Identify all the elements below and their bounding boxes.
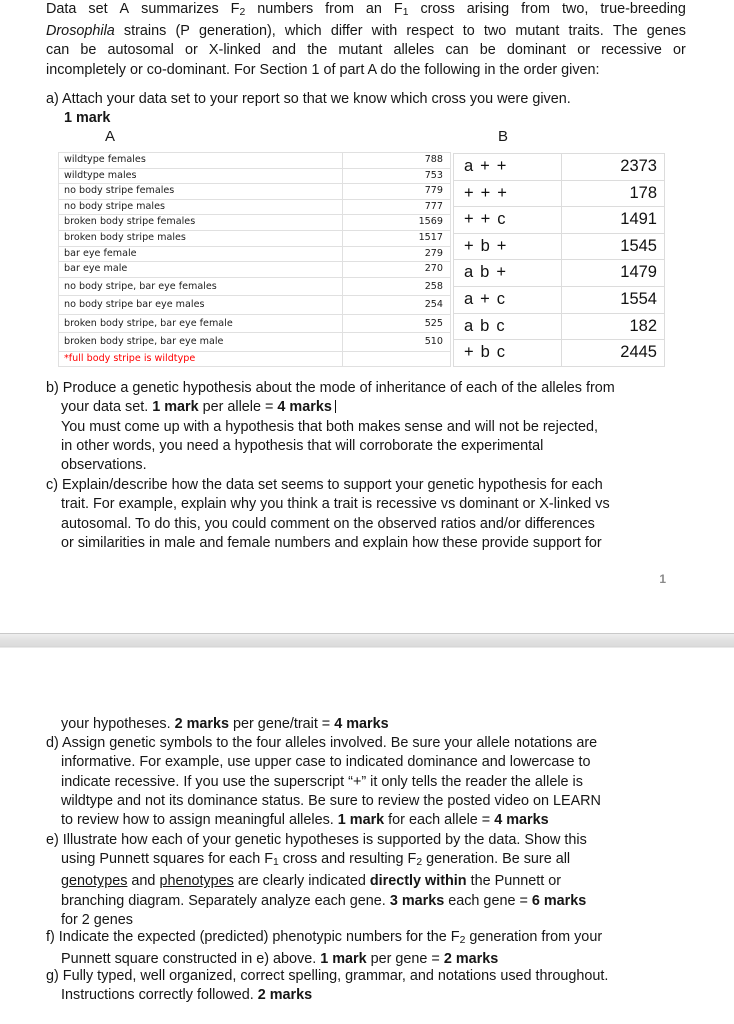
row-value: 1491 [562, 207, 665, 234]
row-label: + b c [454, 340, 562, 367]
item-g-line-1: g) Fully typed, well organized, correct spelling, grammar, and notations used throughout. [46, 968, 609, 984]
row-value: 1554 [562, 286, 665, 313]
item-c-continued [46, 715, 694, 734]
table-row [454, 233, 665, 260]
table-a-label: A [105, 128, 116, 145]
item-e-line-3-post: the Punnett or [466, 873, 562, 890]
item-d-line-1: d) Assign genetic symbols to the four alleles involved. Be sure your allele notations are [46, 735, 598, 751]
item-c-line-2: trait. For example, explain why you think a trait is recessive vs dominant or X-linked vs [61, 496, 610, 513]
f1-subscript: 1 [273, 857, 279, 869]
item-c-line-3: autosomal. To do this, you could comment on the observed ratios and/or differences [61, 515, 595, 532]
data-set-table-a [58, 152, 451, 367]
item-f-mark-2: 2 marks [443, 951, 499, 968]
table-row [59, 168, 451, 184]
table-a-footnote: *full body stripe is wildtype [59, 351, 343, 367]
table-row [454, 286, 665, 313]
row-value: 788 [343, 153, 451, 169]
item-d-line-5 [46, 811, 694, 830]
row-label: no body stripe males [59, 199, 343, 215]
item-c-line-5-pre: your hypotheses. [61, 716, 175, 732]
f2-subscript: 2 [459, 934, 466, 946]
table-row [59, 277, 451, 296]
row-value: 270 [343, 262, 451, 278]
row-label: + + + [454, 180, 562, 207]
item-b-line-2 [46, 398, 694, 417]
row-label: wildtype males [59, 168, 343, 184]
document-page-2 [0, 650, 734, 1024]
item-b-line-1: b) Produce a genetic hypothesis about the mode of inheritance of each of the alleles from [46, 380, 615, 396]
intro-line-1: Data set A summarizes $F_2$ numbers from an $F_1$ cross arising from two, true-breeding [46, 1, 686, 18]
text-cursor [335, 400, 336, 413]
table-row [59, 262, 451, 278]
table-row [59, 230, 451, 246]
table-row [59, 314, 451, 333]
item-f-line-1-pre: f) Indicate the expected (predicted) phenotypic numbers for the F [46, 929, 460, 945]
item-e-mark-1: 3 marks [389, 892, 445, 909]
table-b-label: B [498, 128, 509, 145]
item-c-line-1: c) Explain/describe how the data set seems to support your genetic hypothesis for each [46, 477, 603, 493]
item-f-line-1 [46, 928, 694, 950]
row-value: 525 [343, 314, 451, 333]
table-row [454, 313, 665, 340]
row-value: 777 [343, 199, 451, 215]
row-label: broken body stripe males [59, 230, 343, 246]
item-e-line-5: for 2 genes [61, 912, 134, 929]
table-footnote-row [59, 351, 451, 367]
row-value: 258 [343, 277, 451, 296]
item-g-line-2 [46, 986, 694, 1005]
phenotypes-underlined: phenotypes [159, 873, 234, 890]
intro-paragraph [46, 0, 686, 80]
item-d-mark-1: 1 mark [337, 812, 385, 829]
item-d-line-5-pre: to review how to assign meaningful alleles. [61, 812, 338, 829]
item-d-line-2: informative. For example, use upper case to indicated dominance and lowercase to [61, 754, 591, 771]
row-value: 1545 [562, 233, 665, 260]
item-g-mark: 2 marks [257, 987, 313, 1004]
table-row [59, 246, 451, 262]
row-label: a b c [454, 313, 562, 340]
data-set-table-b [453, 153, 665, 367]
row-label: broken body stripe, bar eye female [59, 314, 343, 333]
item-d-line-4: wildtype and not its dominance status. Be sure to review the posted video on LEARN [61, 792, 601, 809]
item-c-line-4: or similarities in male and female numbers and explain how these provide support for [61, 534, 602, 551]
table-row [59, 153, 451, 169]
table-row [454, 340, 665, 367]
item-b-mark-1: 1 mark [152, 399, 199, 416]
table-row [454, 154, 665, 181]
item-g [46, 967, 694, 1006]
row-label: a b + [454, 260, 562, 287]
item-e-line-3-mid-2: are clearly indicated [233, 873, 370, 890]
intro-line-3: can be autosomal or X-linked and the mutant alleles can be dominant or recessive or [46, 42, 686, 59]
item-b-line-2-mid: per allele = [198, 399, 278, 416]
item-g-line-2-pre: Instructions correctly followed. [61, 987, 258, 1004]
item-e-line-1: e) Illustrate how each of your genetic hypotheses is supported by the data. Show this [46, 832, 587, 848]
item-d-line-3: indicate recessive. If you use the superscript “+” it only tells the reader the allele is [61, 773, 583, 790]
item-e-line-4-pre: branching diagram. Separately analyze each gene. [61, 892, 390, 909]
table-row [454, 207, 665, 234]
item-e-line-3 [46, 872, 694, 891]
item-d-mark-2: 4 marks [494, 812, 549, 829]
item-f-mark-1: 1 mark [320, 951, 367, 968]
row-label: a + c [454, 286, 562, 313]
table-row [59, 215, 451, 231]
row-value: 779 [343, 184, 451, 200]
item-e-line-4-mid: each gene = [444, 892, 532, 909]
row-value: 2373 [562, 154, 665, 181]
item-b [46, 379, 694, 475]
item-b-mark-2: 4 marks [277, 399, 332, 416]
row-value: 753 [343, 168, 451, 184]
item-e-mark-2: 6 marks [531, 892, 587, 909]
item-b-line-5: observations. [61, 457, 147, 474]
item-f-line-2-pre: Punnett square constructed in e) above. [61, 951, 321, 968]
item-e-line-3-mid-1: and [127, 873, 160, 890]
f2-subscript: 2 [416, 857, 423, 869]
row-label: no body stripe, bar eye females [59, 277, 343, 296]
row-value: 1569 [343, 215, 451, 231]
row-label: wildtype females [59, 153, 343, 169]
row-label: + b + [454, 233, 562, 260]
row-value: 1517 [343, 230, 451, 246]
row-label: broken body stripe females [59, 215, 343, 231]
item-e [46, 831, 694, 930]
row-label: no body stripe bar eye males [59, 296, 343, 315]
item-e-line-2 [46, 850, 694, 872]
item-c [46, 476, 694, 553]
item-c-line-5 [46, 715, 694, 734]
row-value: 279 [343, 246, 451, 262]
item-d-line-5-mid: for each allele = [384, 812, 495, 829]
item-f-line-2-mid: per gene = [366, 951, 444, 968]
footnote-empty-cell [343, 351, 451, 367]
row-value: 178 [562, 180, 665, 207]
item-e-line-2-mid: cross and resulting F [278, 851, 417, 868]
item-f [46, 928, 694, 969]
item-e-line-2-pre: using Punnett squares for each F [61, 851, 273, 868]
item-c-line-5-mid: per gene/trait = [229, 716, 335, 732]
item-b-line-2-pre: your data set. [61, 399, 153, 416]
item-e-line-4 [46, 892, 694, 911]
row-value: 2445 [562, 340, 665, 367]
row-value: 1479 [562, 260, 665, 287]
intro-line-4: incompletely or co-dominant. For Section 1 of part A do the following in the order given: [46, 61, 600, 78]
row-value: 510 [343, 333, 451, 352]
table-row [59, 333, 451, 352]
item-a-marks: 1 mark [64, 110, 111, 127]
table-row [59, 184, 451, 200]
row-label: bar eye male [59, 262, 343, 278]
page-break-separator [0, 632, 734, 650]
row-label: bar eye female [59, 246, 343, 262]
item-d [46, 734, 694, 830]
genotypes-underlined: genotypes [61, 873, 128, 890]
item-a [46, 90, 694, 129]
row-value: 182 [562, 313, 665, 340]
item-b-line-4: in other words, you need a hypothesis that will corroborate the experimental [61, 437, 544, 454]
row-label: + + c [454, 207, 562, 234]
item-a-text: a) Attach your data set to your report so that we know which cross you were given. [46, 91, 571, 107]
item-b-line-3: You must come up with a hypothesis that both makes sense and will not be rejected, [61, 418, 599, 435]
item-f-line-1-post: generation from your [465, 929, 603, 945]
row-label: a + + [454, 154, 562, 181]
row-label: no body stripe females [59, 184, 343, 200]
row-label: broken body stripe, bar eye male [59, 333, 343, 352]
item-c-mark-1: 2 marks [174, 716, 230, 732]
directly-within-bold: directly within [369, 873, 467, 890]
item-c-mark-2: 4 marks [334, 716, 389, 732]
row-value: 254 [343, 296, 451, 315]
table-row [59, 296, 451, 315]
page-number: 1 [659, 572, 666, 586]
intro-line-2: Drosophila strains (P generation), which differ with respect to two mutant traits. The genes [46, 23, 686, 40]
item-e-line-2-post: generation. Be sure all [422, 851, 571, 868]
table-row [454, 180, 665, 207]
table-row [59, 199, 451, 215]
table-row [454, 260, 665, 287]
